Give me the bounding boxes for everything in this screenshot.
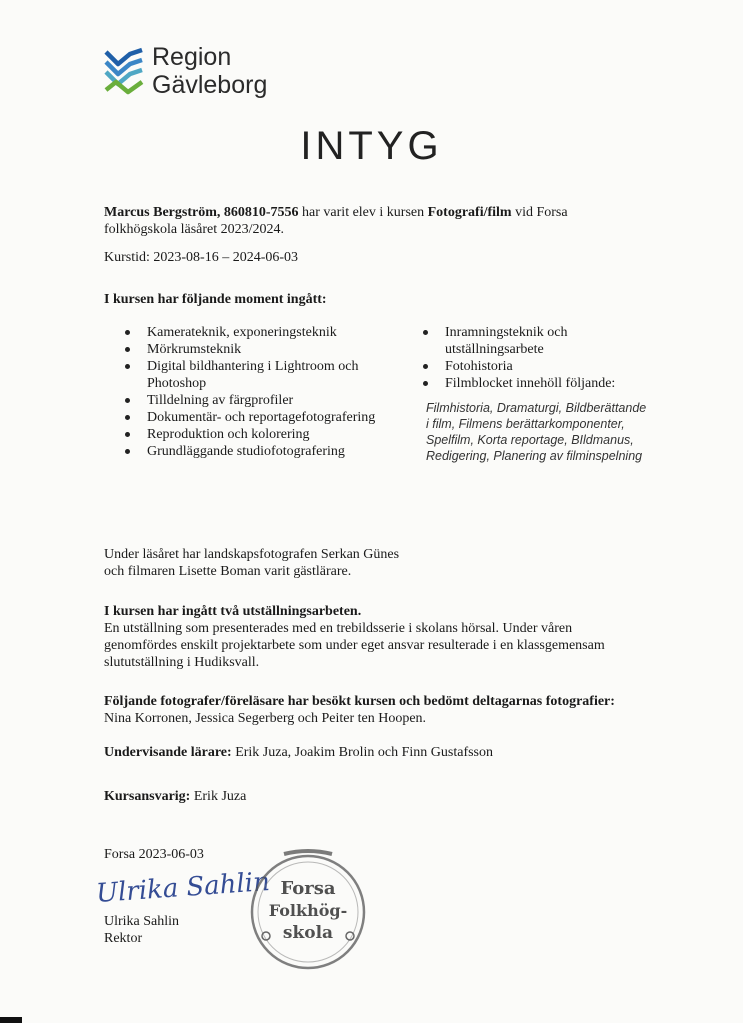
scan-edge-mark	[0, 1017, 22, 1023]
responsible-label: Kursansvarig:	[104, 789, 191, 804]
handwritten-signature: Ulrika Sahlin	[95, 866, 271, 910]
region-gavleborg-logo-icon	[104, 46, 144, 96]
list-item: Kamerateknik, exponeringsteknik	[104, 324, 394, 341]
list-item: Tilldelning av färgprofiler	[104, 392, 394, 409]
student-name-id: Marcus Bergström, 860810-7556	[104, 205, 299, 220]
signatory	[104, 913, 644, 947]
list-item: Mörkrumsteknik	[104, 341, 394, 358]
list-item: Fotohistoria	[402, 358, 647, 375]
moments-list-left	[104, 324, 394, 460]
moment-heading: I kursen har följande moment ingått:	[104, 292, 327, 307]
visitors-section	[104, 693, 649, 727]
visitors-text: Nina Korronen, Jessica Segerberg och Peiter ten Hoopen.	[104, 711, 427, 726]
exhibitions-heading: I kursen har ingått två utställningsarbeten.	[104, 604, 362, 619]
teachers-text: Erik Juza, Joakim Brolin och Finn Gustafsson	[231, 745, 493, 760]
list-item: Dokumentär- och reportagefotografering	[104, 409, 394, 426]
list-item: Reproduktion och kolorering	[104, 426, 394, 443]
list-item: Inramningsteknik och utställningsarbete	[402, 324, 647, 358]
kurstid: Kurstid: 2023-08-16 – 2024-06-03	[104, 250, 299, 265]
logo-line-2: Gävleborg	[152, 71, 268, 99]
document-title: INTYG	[300, 124, 443, 168]
teachers-line	[104, 744, 644, 761]
intro-text-1: har varit elev i kursen	[298, 205, 428, 220]
teachers-label: Undervisande lärare:	[104, 745, 232, 760]
exhibitions-text: En utställning som presenterades med en trebildsserie i skolans hörsal. Under våren genomfördes enskilt projektarbete som under eget ansvar resulterade i en klassgemensam slututställning i Hudiksvall.	[104, 621, 605, 670]
place-date: Forsa 2023-06-03	[104, 847, 204, 862]
moments-list-right	[402, 324, 647, 392]
course-name: Fotografi/film	[427, 205, 512, 220]
signatory-role: Rektor	[104, 931, 143, 946]
list-item: Filmblocket innehöll följande:	[402, 375, 647, 392]
stamp-line-1: Forsa	[280, 878, 336, 899]
guest-teachers: Under läsåret har landskapsfotografen Serkan Günes och filmaren Lisette Boman varit gästlärare.	[104, 547, 400, 579]
logo-wordmark	[152, 43, 267, 99]
stamp-line-3: skola	[282, 923, 334, 943]
list-item: Digital bildhantering i Lightroom och Photoshop	[104, 358, 394, 392]
stamp-line-2: Folkhög-	[268, 901, 348, 920]
intro-paragraph	[104, 204, 644, 238]
film-block-details: Filmhistoria, Dramaturgi, Bildberättande i film, Filmens berättarkomponenter, Spelfilm, Korta reportage, BIldmanus, Redigering, Planering av filminspelning	[426, 401, 647, 463]
logo-line-1: Region	[152, 43, 232, 71]
exhibitions-section	[104, 603, 634, 671]
responsible-line	[104, 788, 644, 805]
responsible-text: Erik Juza	[190, 789, 247, 804]
school-stamp-icon	[244, 848, 372, 972]
intro-text-2: vid Forsa folkhögskola läsåret 2023/2024.	[104, 205, 568, 237]
signatory-name: Ulrika Sahlin	[104, 914, 180, 929]
visitors-heading: Följande fotografer/föreläsare har besökt kursen och bedömt deltagarnas fotografier:	[104, 694, 615, 709]
list-item: Grundläggande studiofotografering	[104, 443, 394, 460]
